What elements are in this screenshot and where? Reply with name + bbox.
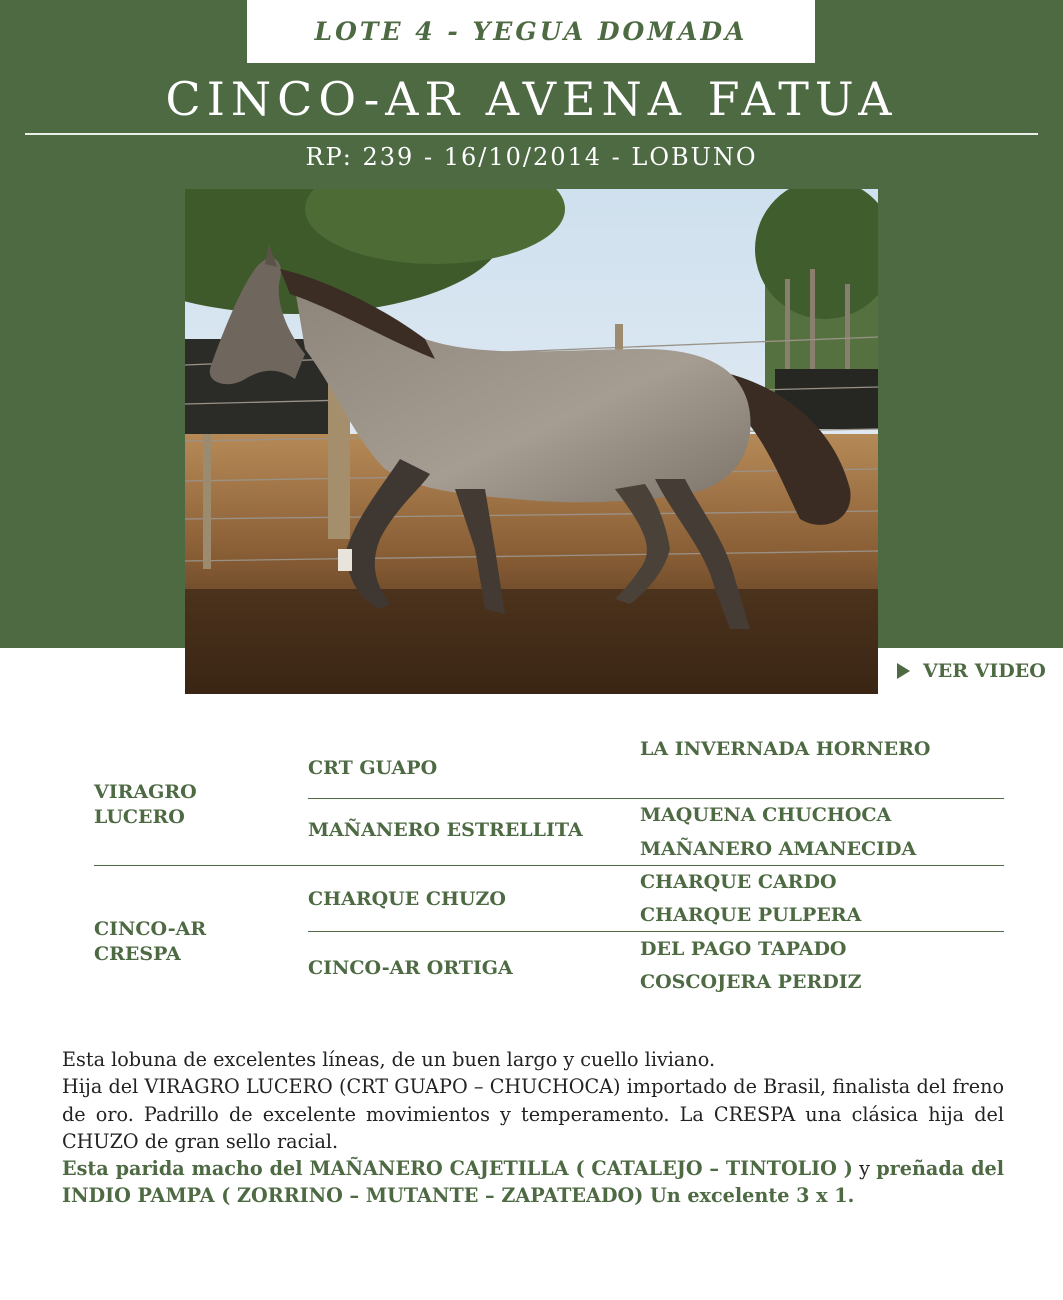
horse-photo-illustration bbox=[185, 189, 878, 694]
play-icon bbox=[897, 663, 910, 679]
description-line-1: Esta lobuna de excelentes líneas, de un buen largo y cuello liviano. bbox=[62, 1048, 716, 1071]
pedigree-divider-upper bbox=[308, 798, 1004, 799]
lote-banner bbox=[247, 0, 815, 63]
description-highlight bbox=[62, 1155, 1004, 1210]
horse-photo bbox=[185, 189, 878, 694]
horse-name-title: CINCO-AR AVENA FATUA bbox=[165, 72, 898, 126]
pedigree-sire: VIRAGRO LUCERO bbox=[94, 781, 197, 828]
description bbox=[62, 1046, 1004, 1210]
pedigree-dam-dam: CINCO-AR ORTIGA bbox=[308, 957, 513, 979]
pedigree-ggp-6: DEL PAGO TAPADO bbox=[640, 938, 847, 960]
description-connector: y bbox=[852, 1157, 877, 1181]
ver-video-link[interactable] bbox=[897, 657, 1046, 685]
pedigree-ggp-3: MAÑANERO AMANECIDA bbox=[640, 838, 917, 860]
ver-video-label: VER VIDEO bbox=[923, 660, 1046, 682]
pedigree-ggp-4: CHARQUE CARDO bbox=[640, 871, 837, 893]
description-green-1: Esta parida macho del MAÑANERO CAJETILLA ( CATALEJO – TINTOLIO ) bbox=[62, 1157, 853, 1181]
description-line-2: Hija del VIRAGRO LUCERO (CRT GUAPO – CHUCHOCA) importado de Brasil, finalista del freno de oro. Padrillo de excelente movimientos y temperamento. La CRESPA una clásica hija del CHUZO de gran sello racial. bbox=[62, 1075, 1004, 1153]
description-green-2: preñada del INDIO PAMPA ( ZORRINO – MUTANTE – ZAPATEADO) Un excelente 3 x 1. bbox=[62, 1157, 1004, 1208]
pedigree-sire-sire: CRT GUAPO bbox=[308, 757, 438, 779]
lote-label: LOTE 4 - YEGUA DOMADA bbox=[314, 17, 748, 46]
pedigree-ggp-2: MAQUENA CHUCHOCA bbox=[640, 804, 892, 826]
title-divider bbox=[25, 133, 1038, 135]
pedigree-ggp-5: CHARQUE PULPERA bbox=[640, 904, 862, 926]
registration-info: RP: 239 - 16/10/2014 - LOBUNO bbox=[305, 143, 758, 171]
pedigree-divider-lower bbox=[308, 931, 1004, 932]
pedigree-dam-sire: CHARQUE CHUZO bbox=[308, 888, 506, 910]
pedigree-ggp-1: LA INVERNADA HORNERO bbox=[640, 738, 931, 760]
pedigree-dam: CINCO-AR CRESPA bbox=[94, 918, 207, 965]
pedigree-divider-middle bbox=[94, 865, 1004, 866]
pedigree-sire-dam: MAÑANERO ESTRELLITA bbox=[308, 819, 583, 841]
pedigree-ggp-7: COSCOJERA PERDIZ bbox=[640, 971, 862, 993]
